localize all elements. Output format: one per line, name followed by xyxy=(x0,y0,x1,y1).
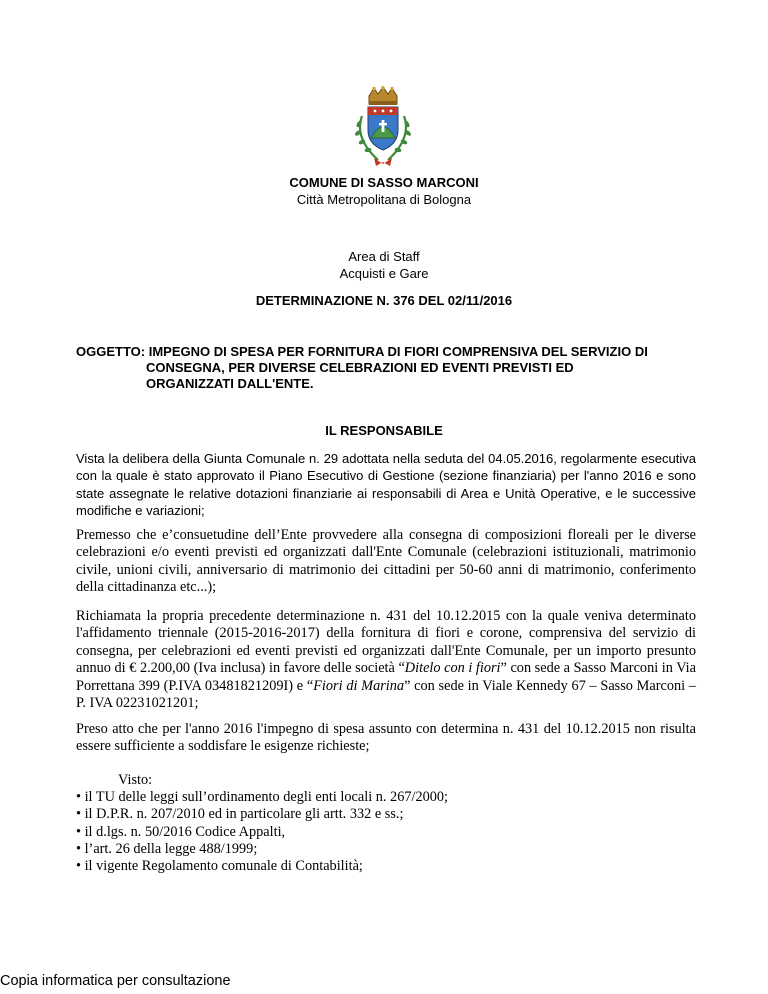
determinazione-title: DETERMINAZIONE N. 376 DEL 02/11/2016 xyxy=(255,293,513,308)
vista-paragraph: Vista la delibera della Giunta Comunale n. 29 adottata nella seduta del 04.05.2016, regolarmente esecutiva con la quale è stato approvato il Piano Esecutivo di Gestione (sezione finanziaria) per l'anno 2016 e sono state assegnate le relative dotazioni finanziarie ai responsabili di Area e Unità Operative, e le successive modifiche e variazioni; xyxy=(76,451,696,518)
list-item: • il D.P.R. n. 207/2010 ed in particolare gli artt. 332 e ss.; xyxy=(76,806,404,823)
visto-intro: Visto: xyxy=(118,772,153,788)
municipal-crest-icon xyxy=(344,86,422,170)
responsabile-heading: IL RESPONSABILE xyxy=(325,423,443,438)
citta-metropolitana: Città Metropolitana di Bologna xyxy=(296,192,472,207)
ufficio-label: Acquisti e Gare xyxy=(339,266,429,281)
list-item: • il TU delle leggi sull’ordinamento degli enti locali n. 267/2000; xyxy=(76,789,449,806)
oggetto-line-2: CONSEGNA, PER DIVERSE CELEBRAZIONI ED EVENTI PREVISTI ED xyxy=(146,360,574,375)
richiamata-text-1: Richiamata la propria precedente determinazione n. 431 del 10.12.2015 con la quale veniva determinato l'affidamento triennale (2015-2016-2017) della fornitura di fiori e corone, comprensiva del servizio di consegna, per celebrazioni ed eventi previsti ed organizzati dall'Ente Comunale, per un importo presunto annuo di € 2.200,00 (Iva inclusa) in favore delle società “ xyxy=(76,608,696,677)
richiamata-text-2: ” con sede a Sasso Marconi in Via Porrettana 399 (P.IVA 03481821209I) e “ xyxy=(76,660,696,694)
area-label: Area di Staff xyxy=(348,249,420,264)
richiamata-text-3: ” con sede in Viale Kennedy 67 – Sasso Marconi – P. IVA 02231021201; xyxy=(76,677,696,712)
company-name-1: Ditelo con i fiori xyxy=(404,660,501,677)
list-item: • il vigente Regolamento comunale di Contabilità; xyxy=(76,858,363,875)
oggetto-line-3: ORGANIZZATI DALL'ENTE. xyxy=(146,376,314,391)
company-name-2: Fiori di Marina xyxy=(313,677,405,694)
list-item: • l’art. 26 della legge 488/1999; xyxy=(76,840,258,857)
oggetto-line-1: OGGETTO: IMPEGNO DI SPESA PER FORNITURA DI FIORI COMPRENSIVA DEL SERVIZIO DI xyxy=(76,344,648,359)
visto-list xyxy=(76,772,696,875)
preso-atto-paragraph: Preso atto che per l'anno 2016 l'impegno di spesa assunto con determina n. 431 del 10.12.2015 non risulta essere sufficiente a soddisfare le esigenze richieste; xyxy=(76,721,696,755)
comune-name: COMUNE DI SASSO MARCONI xyxy=(289,175,479,190)
oggetto-block xyxy=(76,344,716,392)
footer-watermark: Copia informatica per consultazione xyxy=(0,973,231,989)
richiamata-paragraph xyxy=(76,608,696,712)
list-item: • il d.lgs. n. 50/2016 Codice Appalti, xyxy=(76,823,286,840)
premesso-paragraph: Premesso che e’consuetudine dell’Ente provvedere alla consegna di composizioni floreali per le diverse celebrazioni e/o eventi previsti ed organizzati dall'Ente Comunale (celebrazioni istituzionali, matrimonio civile, unioni civili, anniversario di matrimonio dei cittadini per 50-60 anni di matrimonio, conferimento della cittadinanza etc...); xyxy=(76,527,696,596)
